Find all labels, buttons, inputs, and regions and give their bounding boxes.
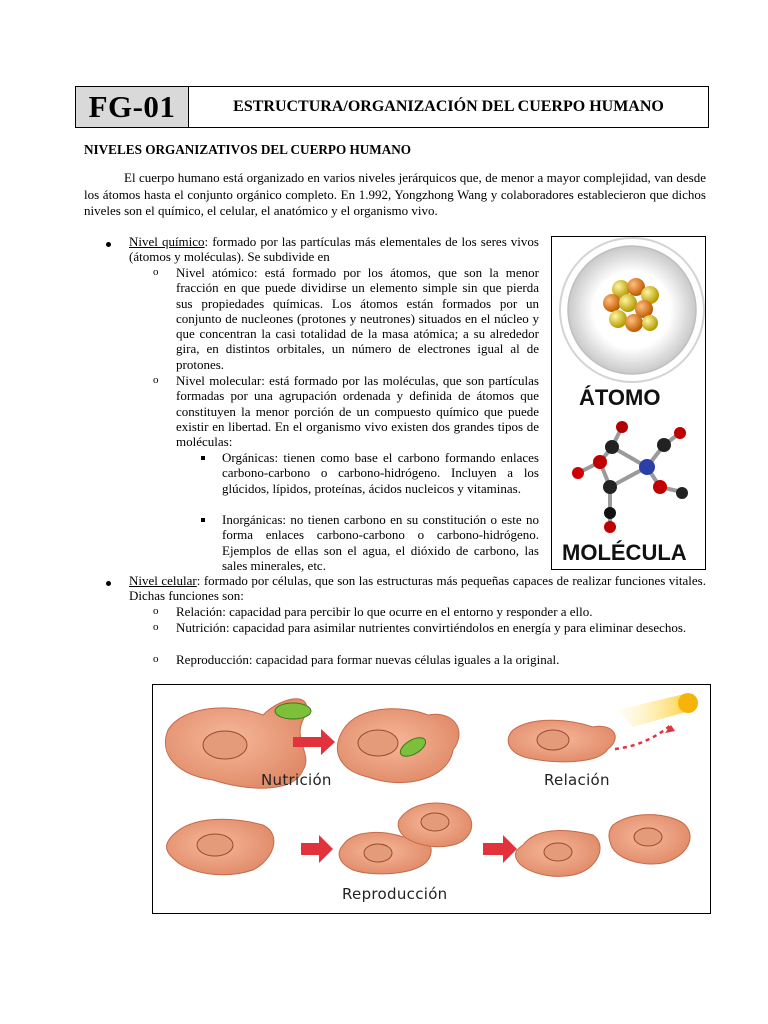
- organicas-paragraph: Orgánicas: tienen como base el carbono formando enlaces carbono-carbono o carbono-hidrógeno. Incluyen a los glúcidos, lípidos, proteínas, ácidos nucleicos y vitaminas.: [222, 450, 539, 496]
- quimico-text: : formado por las partículas más elementales de los seres vivos (átomos y moléculas). Se subdivide en: [129, 234, 539, 265]
- atom-molecule-figure: [551, 236, 706, 570]
- circle-bullet: o: [153, 374, 159, 386]
- reproduccion-label: Reproducción: [342, 885, 448, 903]
- celular-label: Nivel celular: [129, 573, 197, 588]
- relacion-item: Relación: capacidad para percibir lo que ocurre en el entorno y responder a ello.: [176, 604, 593, 619]
- celular-paragraph: [129, 573, 706, 604]
- circle-bullet: o: [153, 653, 159, 665]
- document-header: [75, 86, 709, 128]
- section-title: NIVELES ORGANIZATIVOS DEL CUERPO HUMANO: [84, 142, 412, 157]
- circle-bullet: o: [153, 605, 159, 617]
- molecule-illustration: [552, 417, 705, 537]
- intro-paragraph: El cuerpo humano está organizado en varios niveles jerárquicos que, de menor a mayor complejidad, van desde los átomos hasta el conjunto orgánico completo. En 1.992, Yongzhong Wang y colaboradores establecieron que dichos niveles son el químico, el celular, el anatómico y el organismo vivo.: [84, 170, 706, 218]
- molecule-label: MOLÉCULA: [562, 540, 687, 565]
- atomico-paragraph: Nivel atómico: está formado por los átomos, que son la menor fracción en que puede dividirse un elemento simple sin que pierda sus propiedades químicas. Los átomos están formados por un conjunto de nucleones (protones y neutrones) situados en el núcleo y que concentran la casi totalidad de la masa atómica; a su alrededor gira, en distintos orbitales, un número de electrones igual al de protones.: [176, 265, 539, 372]
- document-code: FG-01: [76, 87, 189, 127]
- bullet-dot: [106, 242, 111, 247]
- cell-functions-illustration: [153, 685, 710, 913]
- relacion-label: Relación: [544, 771, 610, 789]
- nutricion-item: Nutrición: capacidad para asimilar nutrientes convirtiéndolos en energía y para eliminar desechos.: [176, 620, 687, 635]
- cell-functions-figure: [152, 684, 711, 914]
- reproduccion-item: Reproducción: capacidad para formar nuevas células iguales a la original.: [176, 652, 560, 667]
- bullet-dot: [106, 581, 111, 586]
- square-bullet: [201, 456, 205, 460]
- square-bullet: [201, 518, 205, 522]
- atom-label: ÁTOMO: [579, 385, 661, 410]
- atom-illustration: [552, 237, 705, 387]
- circle-bullet: o: [153, 266, 159, 278]
- quimico-paragraph: [129, 234, 539, 265]
- nutricion-label: Nutrición: [261, 771, 332, 789]
- document-title: ESTRUCTURA/ORGANIZACIÓN DEL CUERPO HUMANO: [233, 98, 664, 115]
- circle-bullet: o: [153, 621, 159, 633]
- inorganicas-paragraph: Inorgánicas: no tienen carbono en su constitución o este no forma enlaces carbono-carbono o carbono-hidrógeno. Ejemplos de ellas son el agua, el dióxido de carbono, las sales minerales, etc.: [222, 512, 539, 573]
- quimico-label: Nivel químico: [129, 234, 205, 249]
- molecular-paragraph: Nivel molecular: está formado por las moléculas, que son partículas formadas por una agrupación ordenada y definida de átomos que constituyen la menor porción de un compuesto químico que puede existir en libertad. En el organismo vivo existen dos grandes tipos de moléculas:: [176, 373, 539, 450]
- celular-text: : formado por células, que son las estructuras más pequeñas capaces de realizar funciones vitales. Dichas funciones son:: [129, 573, 706, 604]
